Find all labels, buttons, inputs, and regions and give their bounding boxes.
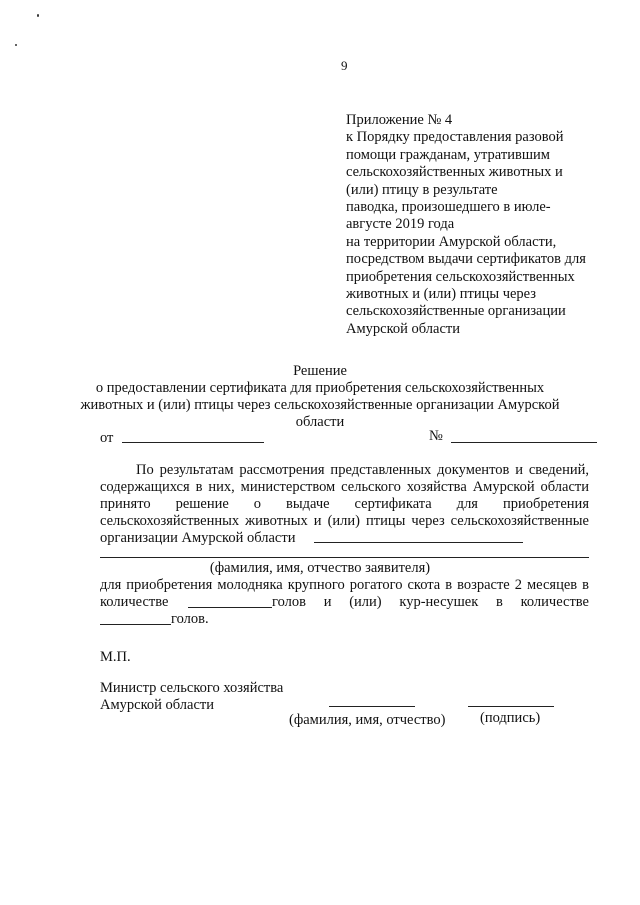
signer-title: Министр сельского хозяйства — [100, 680, 284, 696]
appendix-line: на территории Амурской области, — [346, 233, 557, 250]
region-field-line — [314, 542, 523, 543]
page-number: 9 — [341, 58, 348, 73]
name-caption: (фамилия, имя, отчество) — [289, 712, 446, 728]
number-field-line — [451, 442, 597, 443]
body-text-line: для приобретения молодняка крупного рогатого скота в возрасте 2 месяцев в — [100, 577, 589, 593]
appendix-line: сельскохозяйственных животных и — [346, 164, 563, 181]
signature-line — [468, 706, 554, 707]
decision-title: Решение — [293, 363, 347, 379]
applicant-name-line — [100, 557, 589, 558]
date-field-line — [122, 442, 264, 443]
body-text-line: голов и (или) кур-несушек в количестве — [272, 594, 589, 610]
scan-speck — [37, 14, 39, 17]
signer-title: Амурской области — [100, 697, 214, 713]
body-text-line: принято решение о выдаче сертификата для приобретения — [100, 496, 589, 512]
appendix-block — [346, 112, 586, 338]
appendix-line: (или) птицу в результате — [346, 181, 498, 198]
stamp-placeholder: М.П. — [100, 649, 131, 665]
body-text-line: содержащихся в них, министерством сельского хозяйства Амурской области — [100, 479, 589, 495]
body-text-line: сельскохозяйственных животных и (или) птицы через сельскохозяйственные — [100, 513, 589, 529]
hens-count-line — [100, 624, 171, 625]
appendix-line: приобретения сельскохозяйственных — [346, 268, 575, 285]
number-label: № — [429, 428, 443, 444]
appendix-line: августе 2019 года — [346, 216, 455, 233]
decision-subtitle-line: животных и (или) птицы через сельскохозяйственные организации Амурской — [80, 397, 560, 413]
date-label: от — [100, 430, 114, 446]
decision-subtitle-line: о предоставлении сертификата для приобретения сельскохозяйственных — [95, 380, 545, 396]
scan-speck — [15, 44, 17, 46]
decision-subtitle-line: области — [295, 414, 345, 430]
body-text-line: организации Амурской области — [100, 530, 296, 546]
appendix-line: Амурской области — [346, 320, 460, 337]
applicant-caption: (фамилия, имя, отчество заявителя) — [209, 560, 431, 576]
appendix-line: Приложение № 4 — [346, 112, 453, 128]
body-text-line: По результатам рассмотрения представленных документов и сведений, — [136, 462, 589, 478]
body-text-line: количестве — [100, 594, 169, 610]
body-text-line: голов. — [171, 611, 209, 627]
appendix-line: паводка, произошедшего в июле- — [346, 199, 551, 216]
appendix-line: к Порядку предоставления разовой — [346, 129, 564, 146]
appendix-line: животных и (или) птицы через — [346, 286, 537, 303]
appendix-line: посредством выдачи сертификатов для — [346, 251, 586, 268]
signer-name-line — [329, 706, 415, 707]
signature-caption: (подпись) — [480, 710, 541, 726]
appendix-line: сельскохозяйственные организации — [346, 303, 566, 320]
cattle-count-line — [188, 607, 272, 608]
appendix-line: помощи гражданам, утратившим — [346, 146, 550, 163]
